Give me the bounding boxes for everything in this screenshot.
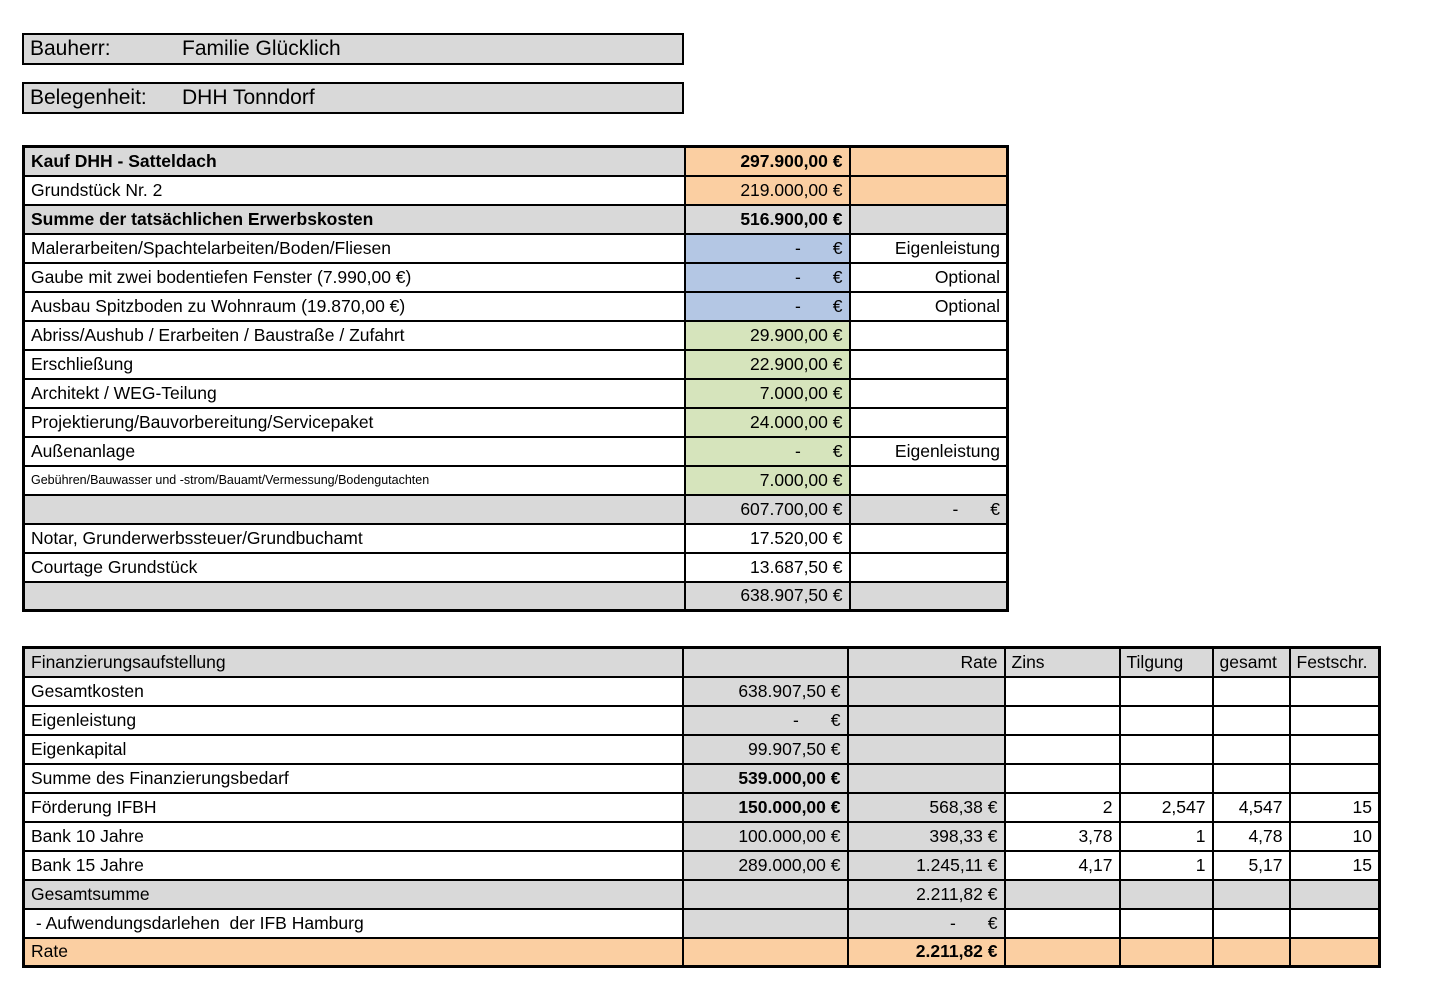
fin-cell-r4-c0: Summe des Finanzierungsbedarf	[24, 764, 683, 793]
cost-row-11	[24, 466, 1008, 495]
cost-cell-r14-c1: 13.687,50 €	[685, 553, 850, 582]
fin-cell-r9-c1	[683, 909, 848, 938]
cost-cell-r15-c1: 638.907,50 €	[685, 582, 850, 611]
cost-row-12	[24, 495, 1008, 524]
fin-cell-r8-c3	[1005, 880, 1120, 909]
fin-cell-r1-c1: 638.907,50 €	[683, 677, 848, 706]
cost-row-10	[24, 437, 1008, 466]
fin-row-7	[24, 851, 1380, 880]
accounting-dash: -	[794, 237, 801, 258]
fin-row-2	[24, 706, 1380, 735]
accounting-zero-value	[692, 267, 843, 288]
cost-cell-r8-c0: Architekt / WEG-Teilung	[24, 379, 685, 408]
fin-cell-r5-c1: 150.000,00 €	[683, 793, 848, 822]
cost-cell-r13-c0: Notar, Grunderwerbssteuer/Grundbuchamt	[24, 524, 685, 553]
currency-symbol: €	[832, 266, 843, 287]
fin-cell-r8-c1	[683, 880, 848, 909]
accounting-dash: -	[794, 295, 801, 316]
cost-cell-r2-c2	[850, 205, 1008, 234]
cost-cell-r1-c0: Grundstück Nr. 2	[24, 176, 685, 205]
fin-cell-r7-c4: 1	[1120, 851, 1213, 880]
belegenheit-box	[22, 82, 684, 114]
fin-cell-r6-c1: 100.000,00 €	[683, 822, 848, 851]
bauherr-value: Familie Glücklich	[182, 37, 341, 60]
cost-cell-r4-c2: Optional	[850, 263, 1008, 292]
cost-cell-r2-c1: 516.900,00 €	[685, 205, 850, 234]
fin-cell-r6-c2: 398,33 €	[848, 822, 1005, 851]
cost-cell-r9-c1: 24.000,00 €	[685, 408, 850, 437]
cost-cell-r0-c2	[850, 147, 1008, 176]
fin-row-9	[24, 909, 1380, 938]
cost-row-6	[24, 321, 1008, 350]
fin-cell-r0-c3: Zins	[1005, 648, 1120, 677]
fin-cell-r3-c1: 99.907,50 €	[683, 735, 848, 764]
fin-cell-r8-c2: 2.211,82 €	[848, 880, 1005, 909]
cost-row-3	[24, 234, 1008, 263]
currency-symbol: €	[987, 912, 998, 933]
fin-cell-r5-c2: 568,38 €	[848, 793, 1005, 822]
fin-cell-r5-c4: 2,547	[1120, 793, 1213, 822]
fin-cell-r0-c5: gesamt	[1213, 648, 1290, 677]
currency-symbol: €	[832, 440, 843, 461]
currency-symbol: €	[832, 295, 843, 316]
fin-cell-r1-c3	[1005, 677, 1120, 706]
cost-cell-r1-c2	[850, 176, 1008, 205]
fin-cell-r6-c4: 1	[1120, 822, 1213, 851]
cost-cell-r6-c0: Abriss/Aushub / Erarbeiten / Baustraße / Zufahrt	[24, 321, 685, 350]
fin-cell-r4-c1: 539.000,00 €	[683, 764, 848, 793]
cost-row-4	[24, 263, 1008, 292]
belegenheit-label: Belegenheit:	[30, 86, 147, 109]
cost-cell-r8-c2	[850, 379, 1008, 408]
fin-cell-r9-c5	[1213, 909, 1290, 938]
bauherr-box	[22, 33, 684, 65]
cost-cell-r3-c0: Malerarbeiten/Spachtelarbeiten/Boden/Fliesen	[24, 234, 685, 263]
fin-cell-r8-c5	[1213, 880, 1290, 909]
accounting-dash: -	[794, 266, 801, 287]
cost-table-body	[24, 147, 1008, 611]
cost-cell-r0-c1: 297.900,00 €	[685, 147, 850, 176]
fin-cell-r10-c0: Rate	[24, 938, 683, 967]
fin-cell-r7-c5: 5,17	[1213, 851, 1290, 880]
fin-cell-r10-c4	[1120, 938, 1213, 967]
cost-cell-r9-c2	[850, 408, 1008, 437]
cost-cell-r14-c0: Courtage Grundstück	[24, 553, 685, 582]
fin-cell-r4-c2	[848, 764, 1005, 793]
cost-cell-r5-c1	[685, 292, 850, 321]
fin-cell-r4-c6	[1290, 764, 1380, 793]
cost-row-15	[24, 582, 1008, 611]
fin-cell-r3-c4	[1120, 735, 1213, 764]
cost-cell-r11-c0: Gebühren/Bauwasser und -strom/Bauamt/Vermessung/Bodengutachten	[24, 466, 685, 495]
fin-cell-r4-c5	[1213, 764, 1290, 793]
fin-cell-r5-c3: 2	[1005, 793, 1120, 822]
cost-cell-r10-c0: Außenanlage	[24, 437, 685, 466]
fin-cell-r2-c3	[1005, 706, 1120, 735]
fin-row-6	[24, 822, 1380, 851]
cost-row-5	[24, 292, 1008, 321]
accounting-dash: -	[794, 440, 801, 461]
cost-cell-r9-c0: Projektierung/Bauvorbereitung/Servicepaket	[24, 408, 685, 437]
fin-cell-r9-c4	[1120, 909, 1213, 938]
accounting-zero-value	[692, 238, 843, 259]
fin-cell-r1-c0: Gesamtkosten	[24, 677, 683, 706]
fin-cell-r3-c3	[1005, 735, 1120, 764]
fin-cell-r3-c2	[848, 735, 1005, 764]
fin-row-5	[24, 793, 1380, 822]
fin-cell-r6-c0: Bank 10 Jahre	[24, 822, 683, 851]
fin-cell-r0-c6: Festschr.	[1290, 648, 1380, 677]
cost-row-8	[24, 379, 1008, 408]
cost-cell-r5-c2: Optional	[850, 292, 1008, 321]
fin-cell-r7-c1: 289.000,00 €	[683, 851, 848, 880]
fin-cell-r7-c6: 15	[1290, 851, 1380, 880]
cost-cell-r12-c2	[850, 495, 1008, 524]
fin-cell-r10-c6	[1290, 938, 1380, 967]
fin-row-1	[24, 677, 1380, 706]
cost-cell-r4-c0: Gaube mit zwei bodentiefen Fenster (7.990,00 €)	[24, 263, 685, 292]
fin-cell-r2-c5	[1213, 706, 1290, 735]
fin-cell-r0-c2: Rate	[848, 648, 1005, 677]
cost-row-2	[24, 205, 1008, 234]
fin-cell-r2-c1	[683, 706, 848, 735]
cost-cell-r12-c1: 607.700,00 €	[685, 495, 850, 524]
fin-cell-r9-c6	[1290, 909, 1380, 938]
fin-cell-r9-c0: - Aufwendungsdarlehen der IFB Hamburg	[24, 909, 683, 938]
fin-row-0	[24, 648, 1380, 677]
fin-cell-r3-c6	[1290, 735, 1380, 764]
cost-cell-r11-c2	[850, 466, 1008, 495]
cost-cell-r0-c0: Kauf DHH - Satteldach	[24, 147, 685, 176]
fin-cell-r0-c4: Tilgung	[1120, 648, 1213, 677]
fin-cell-r4-c4	[1120, 764, 1213, 793]
fin-cell-r1-c4	[1120, 677, 1213, 706]
fin-cell-r2-c6	[1290, 706, 1380, 735]
fin-cell-r5-c5: 4,547	[1213, 793, 1290, 822]
currency-symbol: €	[830, 709, 841, 730]
fin-cell-r8-c0: Gesamtsumme	[24, 880, 683, 909]
cost-cell-r7-c1: 22.900,00 €	[685, 350, 850, 379]
cost-cell-r12-c0	[24, 495, 685, 524]
fin-cell-r1-c2	[848, 677, 1005, 706]
fin-cell-r7-c3: 4,17	[1005, 851, 1120, 880]
fin-cell-r10-c1	[683, 938, 848, 967]
currency-symbol: €	[832, 237, 843, 258]
accounting-zero-value	[855, 913, 998, 934]
cost-cell-r10-c1	[685, 437, 850, 466]
cost-cell-r10-c2: Eigenleistung	[850, 437, 1008, 466]
fin-cell-r5-c6: 15	[1290, 793, 1380, 822]
cost-cell-r3-c1	[685, 234, 850, 263]
fin-cell-r9-c3	[1005, 909, 1120, 938]
accounting-dash: -	[792, 709, 799, 730]
cost-cell-r8-c1: 7.000,00 €	[685, 379, 850, 408]
fin-cell-r3-c5	[1213, 735, 1290, 764]
cost-cell-r13-c2	[850, 524, 1008, 553]
cost-row-1	[24, 176, 1008, 205]
cost-row-9	[24, 408, 1008, 437]
fin-cell-r8-c4	[1120, 880, 1213, 909]
fin-cell-r6-c3: 3,78	[1005, 822, 1120, 851]
fin-cell-r3-c0: Eigenkapital	[24, 735, 683, 764]
fin-cell-r10-c5	[1213, 938, 1290, 967]
fin-cell-r2-c4	[1120, 706, 1213, 735]
fin-row-8	[24, 880, 1380, 909]
fin-row-3	[24, 735, 1380, 764]
cost-row-14	[24, 553, 1008, 582]
fin-cell-r0-c0: Finanzierungsaufstellung	[24, 648, 683, 677]
cost-row-13	[24, 524, 1008, 553]
fin-cell-r6-c5: 4,78	[1213, 822, 1290, 851]
bauherr-label: Bauherr:	[30, 37, 111, 60]
cost-cell-r13-c1: 17.520,00 €	[685, 524, 850, 553]
fin-row-10	[24, 938, 1380, 967]
accounting-zero-value	[692, 441, 843, 462]
currency-symbol: €	[990, 498, 1000, 519]
accounting-dash: -	[952, 498, 959, 519]
fin-cell-r8-c6	[1290, 880, 1380, 909]
cost-cell-r11-c1: 7.000,00 €	[685, 466, 850, 495]
cost-cell-r15-c2	[850, 582, 1008, 611]
fin-cell-r9-c2	[848, 909, 1005, 938]
accounting-zero-value	[692, 296, 843, 317]
accounting-zero-value	[690, 710, 841, 731]
accounting-dash: -	[949, 912, 956, 933]
fin-cell-r2-c2	[848, 706, 1005, 735]
cost-table	[22, 145, 1009, 612]
fin-cell-r0-c1	[683, 648, 848, 677]
fin-cell-r6-c6: 10	[1290, 822, 1380, 851]
fin-cell-r5-c0: Förderung IFBH	[24, 793, 683, 822]
cost-cell-r14-c2	[850, 553, 1008, 582]
cost-cell-r4-c1	[685, 263, 850, 292]
cost-cell-r15-c0	[24, 582, 685, 611]
financing-table-body	[24, 648, 1380, 967]
cost-cell-r3-c2: Eigenleistung	[850, 234, 1008, 263]
cost-cell-r7-c0: Erschließung	[24, 350, 685, 379]
cost-cell-r1-c1: 219.000,00 €	[685, 176, 850, 205]
cost-cell-r7-c2	[850, 350, 1008, 379]
cost-cell-r6-c1: 29.900,00 €	[685, 321, 850, 350]
cost-cell-r5-c0: Ausbau Spitzboden zu Wohnraum (19.870,00 €)	[24, 292, 685, 321]
cost-row-7	[24, 350, 1008, 379]
cost-cell-r6-c2	[850, 321, 1008, 350]
accounting-zero-value	[857, 499, 1001, 520]
belegenheit-value: DHH Tonndorf	[182, 86, 315, 109]
fin-cell-r10-c2: 2.211,82 €	[848, 938, 1005, 967]
fin-cell-r1-c5	[1213, 677, 1290, 706]
fin-cell-r2-c0: Eigenleistung	[24, 706, 683, 735]
cost-row-0	[24, 147, 1008, 176]
fin-cell-r7-c2: 1.245,11 €	[848, 851, 1005, 880]
cost-cell-r2-c0: Summe der tatsächlichen Erwerbskosten	[24, 205, 685, 234]
fin-cell-r4-c3	[1005, 764, 1120, 793]
financing-table	[22, 646, 1381, 968]
fin-cell-r1-c6	[1290, 677, 1380, 706]
fin-row-4	[24, 764, 1380, 793]
fin-cell-r7-c0: Bank 15 Jahre	[24, 851, 683, 880]
fin-cell-r10-c3	[1005, 938, 1120, 967]
